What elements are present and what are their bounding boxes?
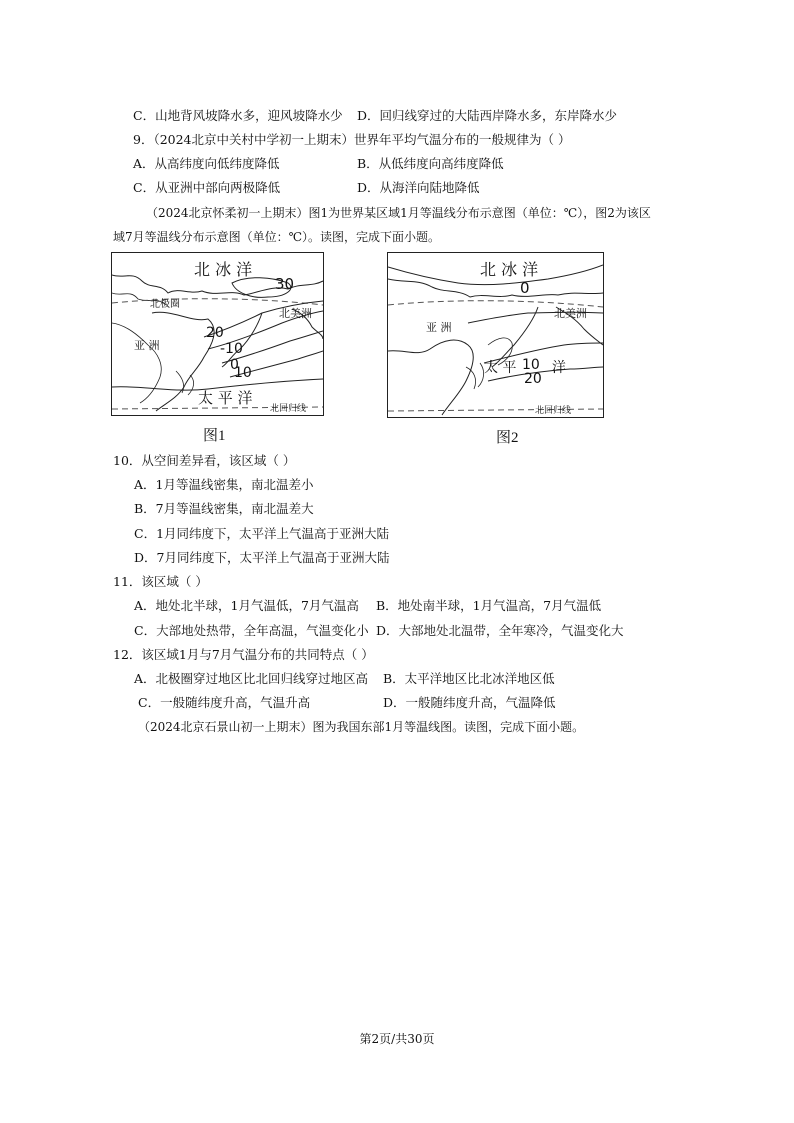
figure2-caption: 图2 <box>496 430 519 446</box>
q9-option-c: C．从亚洲中部向两极降低 <box>133 180 281 195</box>
q11-stem: 11．该区域（ ） <box>113 574 208 589</box>
fig1-tropic-label: 北回归线 <box>270 404 307 414</box>
fig1-arctic-circle-label: 北极圈 <box>150 299 180 310</box>
q10-stem: 10．从空间差异看，该区域（ ） <box>113 453 296 468</box>
q10-option-d: D．7月同纬度下，太平洋上气温高于亚洲大陆 <box>134 550 390 565</box>
fig1-isotherm-minus10: -10 <box>220 341 243 357</box>
fig2-asia-label: 亚 洲 <box>426 321 452 334</box>
fig2-north-america-label: 北美洲 <box>554 307 587 320</box>
fig1-isotherm-20: 20 <box>206 325 224 341</box>
fig1-arctic-ocean-label: 北 冰 洋 <box>194 260 253 279</box>
fig2-isotherm-20: 20 <box>524 371 542 387</box>
q9-stem: 9．（2024北京中关村中学初一上期末）世界年平均气温分布的一般规律为（ ） <box>133 132 571 147</box>
intro1-line2: 域7月等温线分布示意图（单位：℃）。读图，完成下面小题。 <box>113 230 441 244</box>
figure1-map <box>111 252 324 416</box>
fig2-isotherm-10: 10 <box>522 357 540 373</box>
q10-option-b: B．7月等温线密集，南北温差大 <box>134 501 314 516</box>
q9-option-b: B．从低纬度向高纬度降低 <box>357 156 504 171</box>
q11-option-b: B．地处南半球，1月气温高，7月气温低 <box>376 598 602 613</box>
q10-option-c: C．1月同纬度下，太平洋上气温高于亚洲大陆 <box>134 526 390 541</box>
fig1-pacific-label: 太 平 洋 <box>198 389 253 407</box>
figure1-caption: 图1 <box>203 428 226 444</box>
q11-option-c: C．大部地处热带，全年高温，气温变化小 <box>134 623 369 638</box>
q11-option-d: D．大部地处北温带，全年寒冷，气温变化大 <box>376 623 624 638</box>
q12-stem: 12．该区域1月与7月气温分布的共同特点（ ） <box>113 647 374 662</box>
intro1-line1: （2024北京怀柔初一上期末）图1为世界某区域1月等温线分布示意图（单位：℃），图2为该区 <box>146 206 651 220</box>
q11-option-a: A．地处北半球，1月气温低，7月气温高 <box>134 598 359 613</box>
fig1-isotherm-0: 0 <box>230 357 239 373</box>
figure2-map <box>387 252 604 418</box>
fig2-tropic-label: 北回归线 <box>535 406 572 416</box>
intro2-line1: （2024北京石景山初一上期末）图为我国东部1月等温线图。读图，完成下面小题。 <box>138 720 585 734</box>
fig2-isotherm-0: 0 <box>520 279 530 297</box>
q8-option-d: D．回归线穿过的大陆西岸降水多，东岸降水少 <box>357 108 618 123</box>
page-number: 第2页/共30页 <box>359 1032 435 1046</box>
fig1-isotherm-30: 30 <box>275 275 295 293</box>
q12-option-b: B．太平洋地区比北冰洋地区低 <box>383 671 555 686</box>
fig2-pacific-right-label: 洋 <box>552 360 566 376</box>
q12-option-d: D．一般随纬度升高，气温降低 <box>383 695 556 710</box>
fig2-arctic-ocean-label: 北 冰 洋 <box>480 260 539 279</box>
fig1-isotherm-10: 10 <box>234 365 252 381</box>
q9-option-a: A．从高纬度向低纬度降低 <box>133 156 280 171</box>
q9-option-d: D．从海洋向陆地降低 <box>357 180 480 195</box>
q12-option-c: C．一般随纬度升高，气温升高 <box>138 695 311 710</box>
q12-option-a: A．北极圈穿过地区比北回归线穿过地区高 <box>134 671 369 686</box>
fig1-asia-label: 亚 洲 <box>134 339 160 352</box>
q10-option-a: A．1月等温线密集，南北温差小 <box>134 477 314 492</box>
fig1-north-america-label: 北美洲 <box>279 307 312 320</box>
q8-option-c: C．山地背风坡降水多，迎风坡降水少 <box>133 108 343 123</box>
fig2-pacific-left-label: 太 平 <box>484 360 517 376</box>
